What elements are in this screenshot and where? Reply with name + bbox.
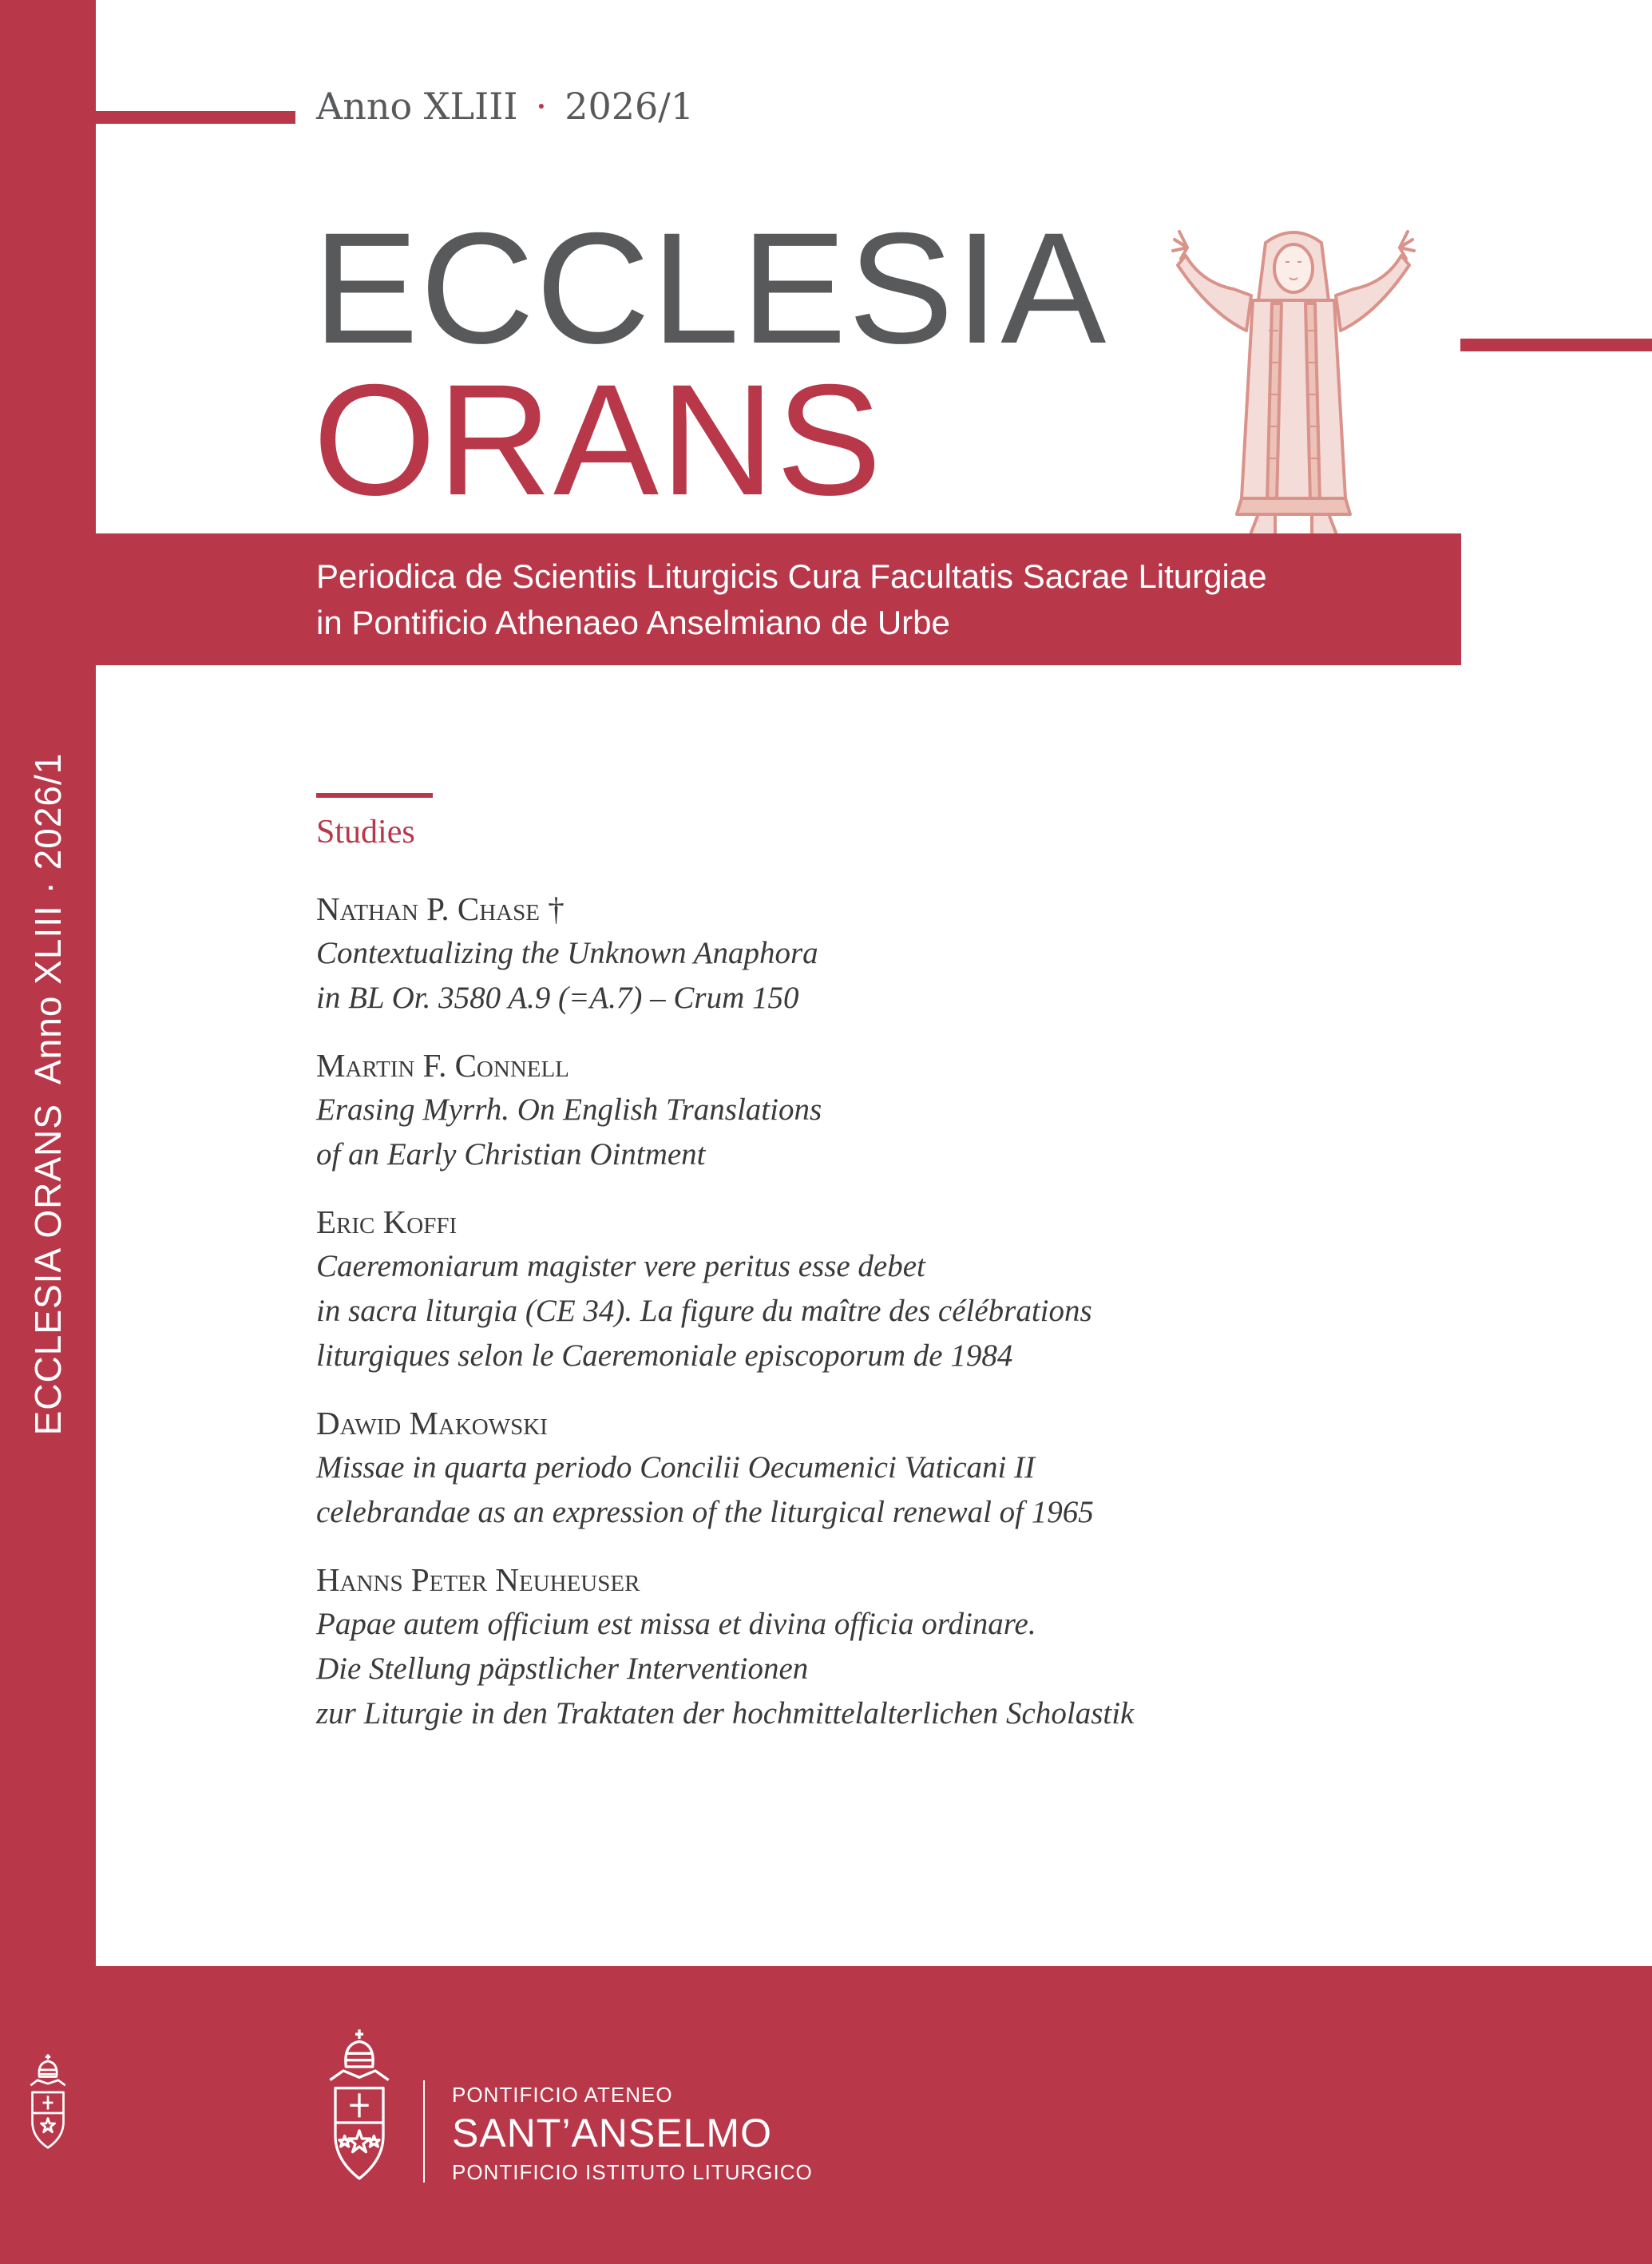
orans-figure-illustration <box>1170 227 1417 540</box>
publisher-line-3: PONTIFICIO ISTITUTO LITURGICO <box>452 2160 813 2184</box>
article-author: Hanns Peter Neuheuser <box>316 1561 640 1598</box>
article-entry <box>316 1199 1514 1378</box>
subtitle-line-2: in Pontificio Athenaeo Anselmiano de Urbe <box>316 604 950 641</box>
article-title-line: Caeremoniarum magister vere peritus esse debet <box>316 1249 925 1283</box>
article-title-line: Die Stellung päpstlicher Interventionen <box>316 1651 809 1686</box>
article-title <box>316 1088 1514 1177</box>
journal-title-line-1: ECCLESIA <box>313 200 1108 376</box>
issue-year: Anno XLIII <box>316 85 518 128</box>
article-title-line: Papae autem officium est missa et divina officia ordinare. <box>316 1607 1036 1641</box>
article-entry <box>316 1401 1514 1535</box>
spine-year: Anno XLIII <box>27 905 69 1085</box>
article-title <box>316 1445 1514 1535</box>
spine-separator: · <box>27 881 69 894</box>
article-title-line: celebrandae as an expression of the liturgical renewal of 1965 <box>316 1495 1094 1529</box>
article-title <box>316 931 1514 1021</box>
article-title-line: in sacra liturgia (CE 34). La figure du maître des célébrations <box>316 1294 1092 1328</box>
subtitle-line-1: Periodica de Scientiis Liturgicis Cura Facultatis Sacrae Liturgiae <box>316 557 1267 595</box>
spine-text <box>26 753 69 1436</box>
article-entry <box>316 1557 1514 1736</box>
article-title-line: Missae in quarta periodo Concilii Oecumenici Vaticani II <box>316 1450 1036 1485</box>
article-entry <box>316 886 1514 1021</box>
article-title-line: zur Liturgie in den Traktaten der hochmittelalterlichen Scholastik <box>316 1696 1135 1731</box>
studies-rule <box>316 793 433 798</box>
papal-coat-of-arms-icon <box>318 2027 401 2187</box>
article-author: Martin F. Connell <box>316 1047 569 1084</box>
article-title <box>316 1244 1514 1378</box>
spine-title: ECCLESIA ORANS <box>27 1104 69 1436</box>
article-title-line: liturgiques selon le Caeremoniale episcoporum de 1984 <box>316 1338 1013 1373</box>
issue-separator: · <box>535 85 548 128</box>
publisher-name: SANT’ANSELMO <box>452 2111 772 2155</box>
article-title <box>316 1602 1514 1736</box>
spine-coat-of-arms-icon <box>22 2051 74 2155</box>
article-entry <box>316 1043 1514 1177</box>
article-title-line: of an Early Christian Ointment <box>316 1137 706 1172</box>
article-author: Eric Koffi <box>316 1203 458 1240</box>
section-heading: Studies <box>316 814 415 850</box>
article-list <box>316 886 1514 1758</box>
footer-band <box>0 1966 1652 2264</box>
publisher-line-1: PONTIFICIO ATENEO <box>452 2083 673 2107</box>
article-author: Dawid Makowski <box>316 1405 548 1441</box>
article-title-line: Contextualizing the Unknown Anaphora <box>316 936 818 970</box>
top-left-rule <box>96 111 295 124</box>
issue-line <box>316 85 694 128</box>
issue-number: 2026/1 <box>565 85 695 128</box>
journal-title-line-2: ORANS <box>313 351 884 528</box>
subtitle-band <box>96 533 1461 665</box>
spine-number: 2026/1 <box>27 752 69 870</box>
article-title-line: in BL Or. 3580 A.9 (=A.7) – Crum 150 <box>316 981 799 1015</box>
article-title-line: Erasing Myrrh. On English Translations <box>316 1092 822 1127</box>
footer-divider <box>423 2080 425 2183</box>
article-author: Nathan P. Chase † <box>316 890 565 927</box>
right-rule <box>1460 339 1652 351</box>
